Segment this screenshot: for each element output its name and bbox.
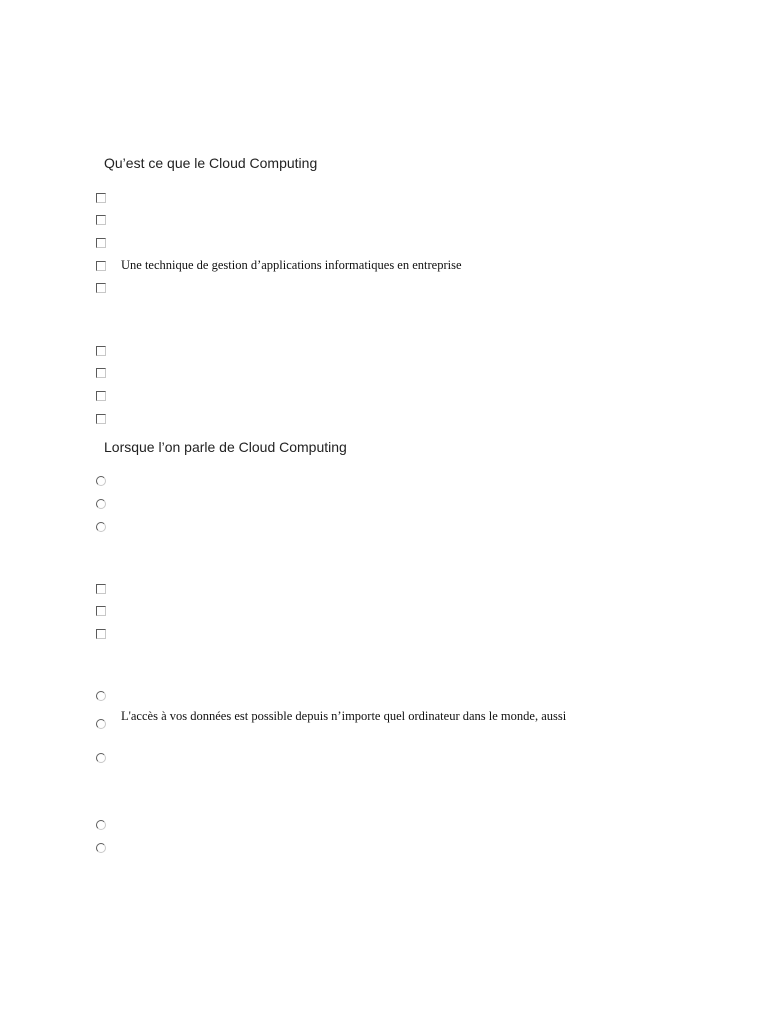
question-2-option-1-checkbox[interactable] bbox=[96, 346, 106, 356]
question-3-text: Lorsque l’on parle de Cloud Computing bbox=[104, 439, 347, 455]
question-6-option-1-radio[interactable] bbox=[96, 820, 106, 830]
question-1-option-5-checkbox[interactable] bbox=[96, 283, 106, 293]
question-5-option-2-radio[interactable] bbox=[96, 719, 106, 729]
question-5-option-2-label: L'accès à vos données est possible depuis n’importe quel ordinateur dans le monde, aussi bbox=[121, 709, 567, 723]
question-1-option-3-checkbox[interactable] bbox=[96, 238, 106, 248]
question-1-option-4-checkbox[interactable] bbox=[96, 261, 106, 271]
question-5-option-3-radio[interactable] bbox=[96, 753, 106, 763]
question-3-option-1-radio[interactable] bbox=[96, 476, 106, 486]
question-2-option-4-checkbox[interactable] bbox=[96, 414, 106, 424]
question-4-option-1-checkbox[interactable] bbox=[96, 584, 106, 594]
question-3-option-2-radio[interactable] bbox=[96, 499, 106, 509]
question-6-option-2-radio[interactable] bbox=[96, 843, 106, 853]
question-1-text: Qu’est ce que le Cloud Computing bbox=[104, 155, 318, 171]
question-5-option-1-radio[interactable] bbox=[96, 691, 106, 701]
question-4-option-3-checkbox[interactable] bbox=[96, 629, 106, 639]
question-1-option-4-label: Une technique de gestion d’applications informatiques en entreprise bbox=[121, 258, 462, 272]
question-1-option-2-checkbox[interactable] bbox=[96, 215, 106, 225]
question-1-option-1-checkbox[interactable] bbox=[96, 193, 106, 203]
question-3-option-3-radio[interactable] bbox=[96, 522, 106, 532]
question-2-option-3-checkbox[interactable] bbox=[96, 391, 106, 401]
question-4-option-2-checkbox[interactable] bbox=[96, 606, 106, 616]
question-2-option-2-checkbox[interactable] bbox=[96, 368, 106, 378]
